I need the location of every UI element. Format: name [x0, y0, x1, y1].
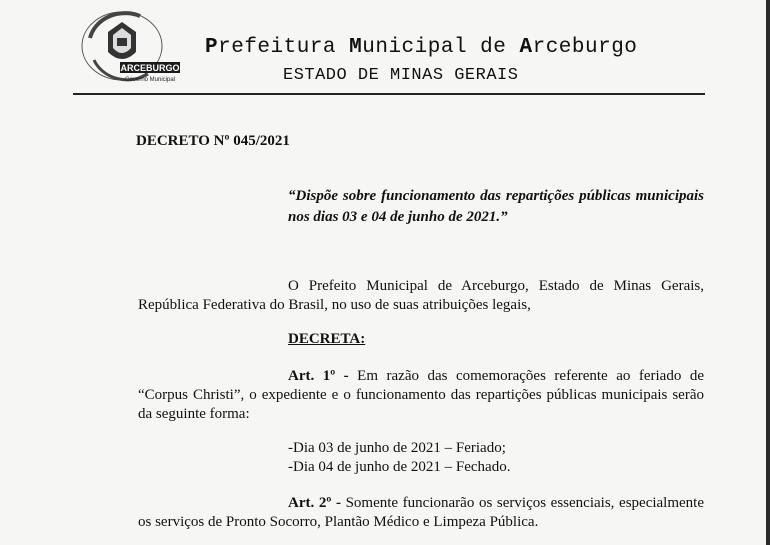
article-2	[138, 494, 704, 532]
svg-text:ARCEBURGO: ARCEBURGO	[120, 63, 180, 73]
article-2-text: Somente funcionarão os serviços essenciais, especialmente os serviços de Pronto Socorro, Plantão Médico e Limpeza Pública.	[138, 495, 704, 530]
article-1	[138, 367, 704, 424]
decree-summary: “Dispõe sobre funcionamento das repartições públicas municipais nos dias 03 e 04 de junho de 2021.”	[288, 188, 704, 225]
schedule-list	[288, 439, 510, 477]
svg-text:Governo Municipal: Governo Municipal	[124, 77, 176, 83]
municipality-title: Prefeitura Municipal de Arceburgo	[205, 36, 638, 59]
decree-number: DECRETO Nº 045/2021	[136, 133, 290, 149]
list-item: -Dia 03 de junho de 2021 – Feriado;	[288, 440, 506, 456]
preamble-paragraph: O Prefeito Municipal de Arceburgo, Estado de Minas Gerais, República Federativa do Brasil, no uso de suas atribuições legais,	[138, 278, 704, 313]
decreta-heading: DECRETA:	[288, 331, 366, 347]
municipal-crest-logo	[78, 8, 182, 88]
article-1-text: Em razão das comemorações referente ao feriado de “Corpus Christi”, o expediente e o funcionamento das repartições públicas municipais serão da seguinte forma:	[138, 368, 704, 422]
scan-edge	[766, 0, 770, 545]
article-1-label: Art. 1º -	[288, 368, 349, 384]
list-item: -Dia 04 de junho de 2021 – Fechado.	[288, 459, 511, 475]
article-2-label: Art. 2º -	[288, 495, 341, 511]
state-subtitle: ESTADO DE MINAS GERAIS	[283, 66, 519, 85]
header-divider	[73, 93, 705, 95]
